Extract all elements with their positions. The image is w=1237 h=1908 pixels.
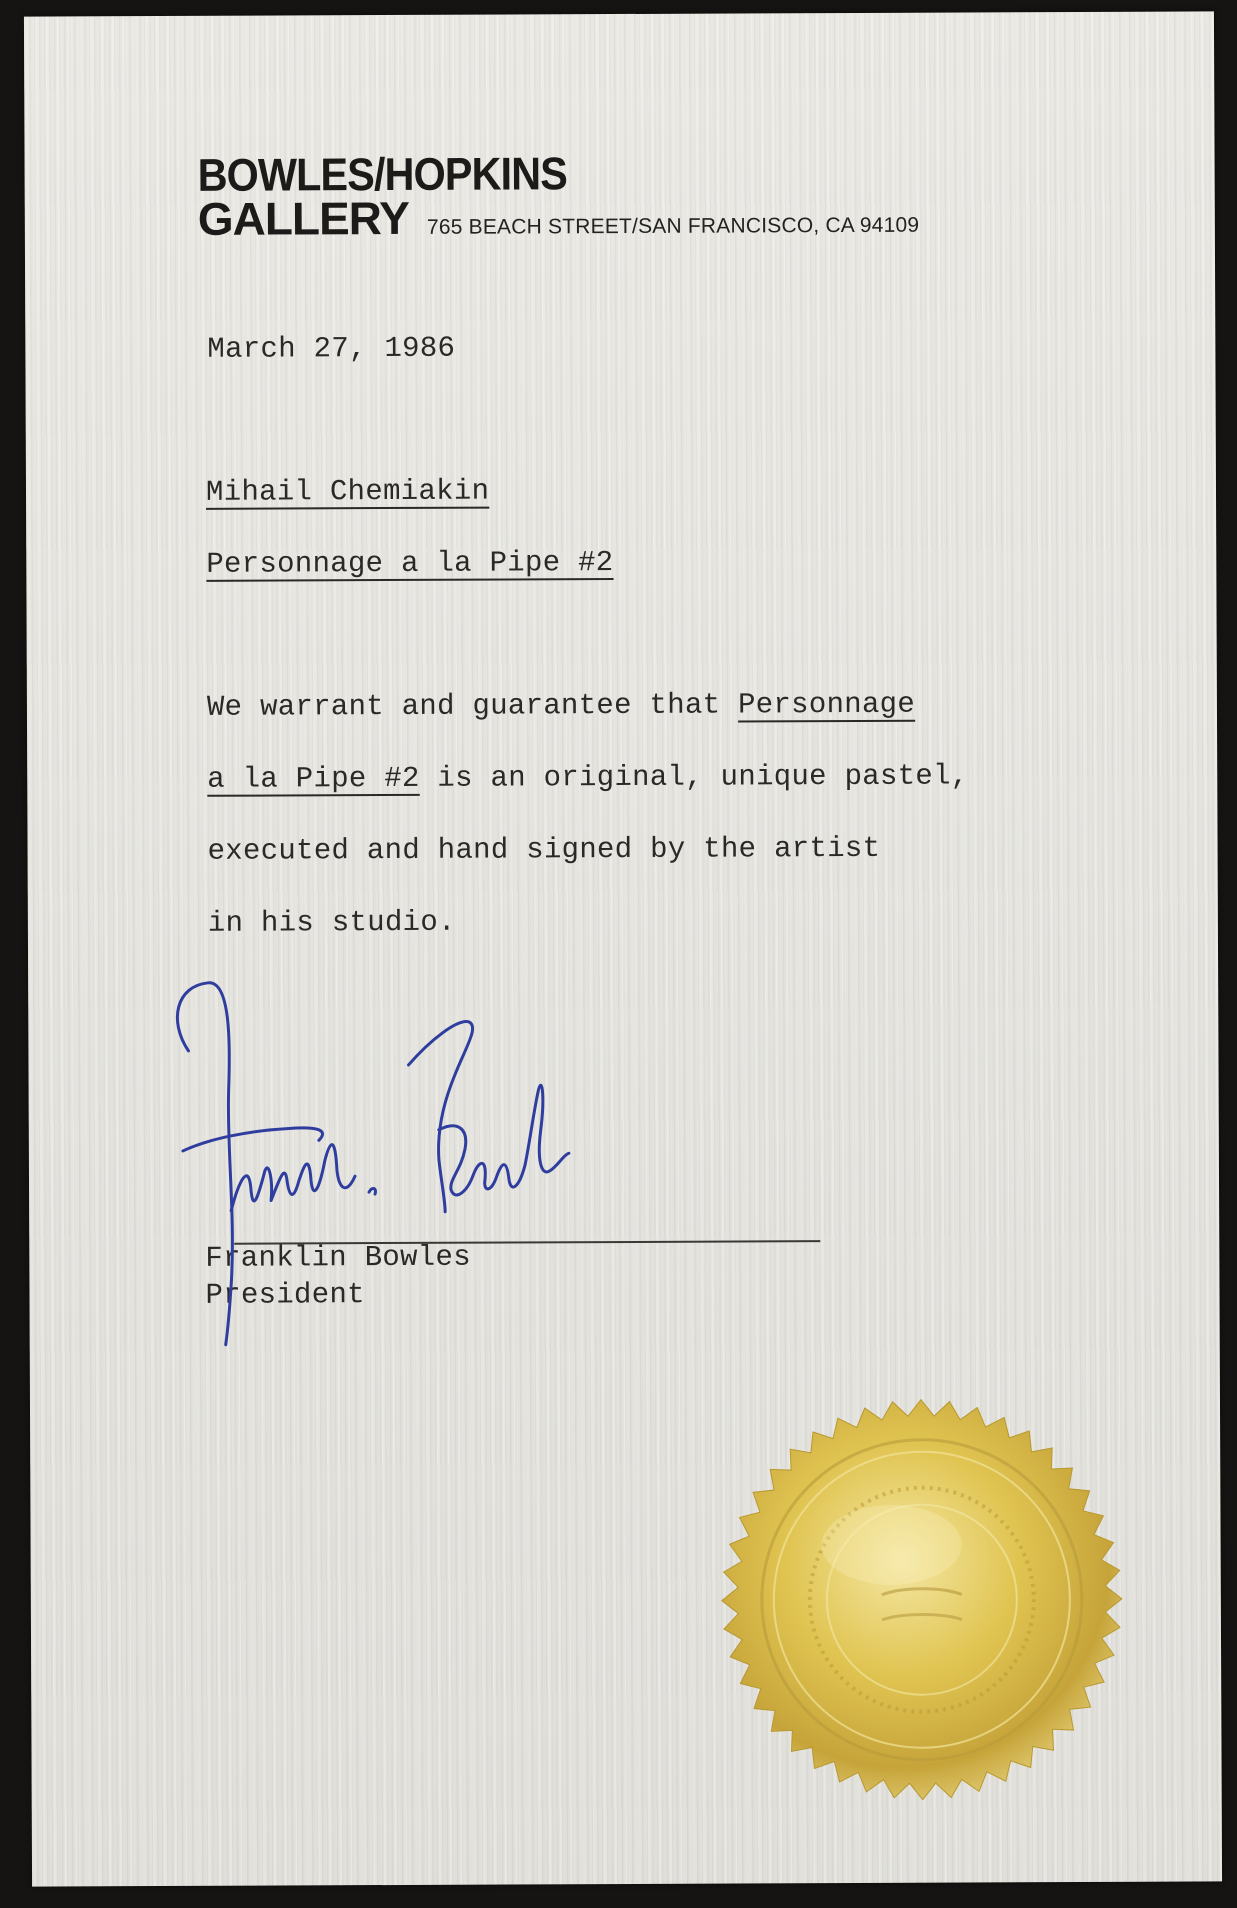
letter-date: March 27, 1986 xyxy=(207,331,456,366)
body-line-1-text: We warrant and guarantee that xyxy=(206,688,739,724)
artwork-title: Personnage a la Pipe #2 xyxy=(206,546,614,581)
handwritten-signature xyxy=(168,979,710,1361)
gallery-name-row xyxy=(197,191,920,245)
gallery-name-line2: GALLERY xyxy=(197,191,409,245)
signer-name: Franklin Bowles xyxy=(205,1240,471,1275)
body-line-1 xyxy=(207,688,915,724)
body-line-2-title: a la Pipe #2 xyxy=(207,761,420,796)
gallery-name-line1: BOWLES/HOPKINS xyxy=(197,147,567,201)
body-line-1-title: Personnage xyxy=(737,687,916,722)
artist-name: Mihail Chemiakin xyxy=(205,474,490,509)
body-line-3: executed and hand signed by the artist xyxy=(207,831,881,868)
certificate-paper xyxy=(24,11,1222,1886)
body-line-2 xyxy=(207,759,968,795)
gold-foil-seal-icon xyxy=(716,1394,1128,1806)
body-line-4: in his studio. xyxy=(207,905,456,940)
gallery-address: 765 BEACH STREET/SAN FRANCISCO, CA 94109 xyxy=(426,213,920,239)
body-line-2-text: is an original, unique pastel, xyxy=(419,759,969,795)
letterhead xyxy=(197,147,920,245)
signer-role: President xyxy=(205,1278,365,1312)
